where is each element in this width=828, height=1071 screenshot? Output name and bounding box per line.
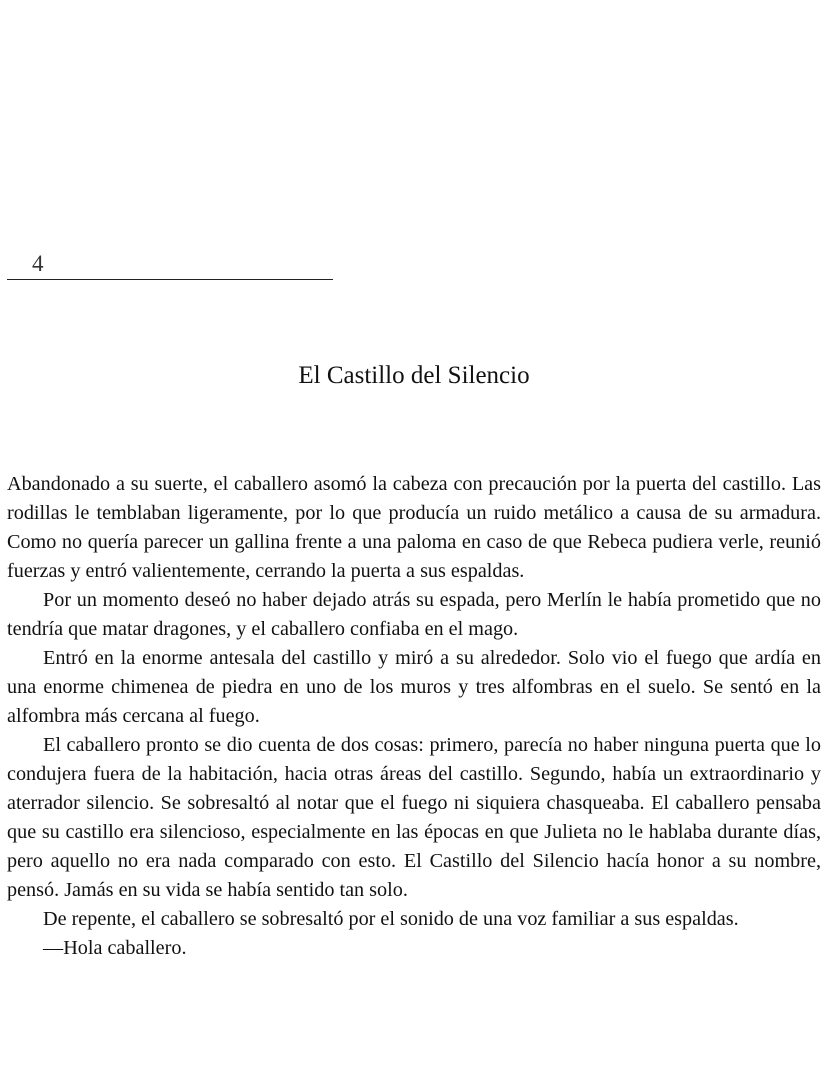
chapter-title-text: El Castillo del Silencio xyxy=(298,362,530,389)
paragraph-5: De repente, el caballero se sobresaltó por el sonido de una voz familiar a sus espaldas. xyxy=(43,908,739,930)
chapter-number: 4 xyxy=(32,251,44,276)
paragraph-1: Abandonado a su suerte, el caballero asomó la cabeza con precaución por la puerta del castillo. Las rodillas le temblaban ligeramente, por lo que producía un ruido metálico a causa de su armadura. Como no quería parecer un gallina frente a una paloma en caso de que Rebeca pudiera verle, reunió fuerzas y entró valientemente, cerrando la puerta a sus espaldas. xyxy=(7,473,821,582)
chapter-body xyxy=(7,470,821,963)
chapter-title xyxy=(0,359,828,393)
paragraph-2: Por un momento deseó no haber dejado atrás su espada, pero Merlín le había prometido que no tendría que matar dragones, y el caballero confiaba en el mago. xyxy=(7,589,821,640)
chapter-header xyxy=(7,248,333,280)
paragraph-3: Entró en la enorme antesala del castillo y miró a su alrededor. Solo vio el fuego que ardía en una enorme chimenea de piedra en uno de los muros y tres alfombras en el suelo. Se sentó en la alfombra más cercana al fuego. xyxy=(7,647,821,727)
paragraph-4: El caballero pronto se dio cuenta de dos cosas: primero, parecía no haber ninguna puerta que lo condujera fuera de la habitación, hacia otras áreas del castillo. Segundo, había un extraordinario y aterrador silencio. Se sobresaltó al notar que el fuego ni siquiera chasqueaba. El caballero pensaba que su castillo era silencioso, especialmente en las épocas en que Julieta no le hablaba durante días, pero aquello no era nada comparado con esto. El Castillo del Silencio hacía honor a su nombre, pensó. Jamás en su vida se había sentido tan solo. xyxy=(7,734,821,901)
paragraph-6-dialogue: —Hola caballero. xyxy=(43,937,187,959)
